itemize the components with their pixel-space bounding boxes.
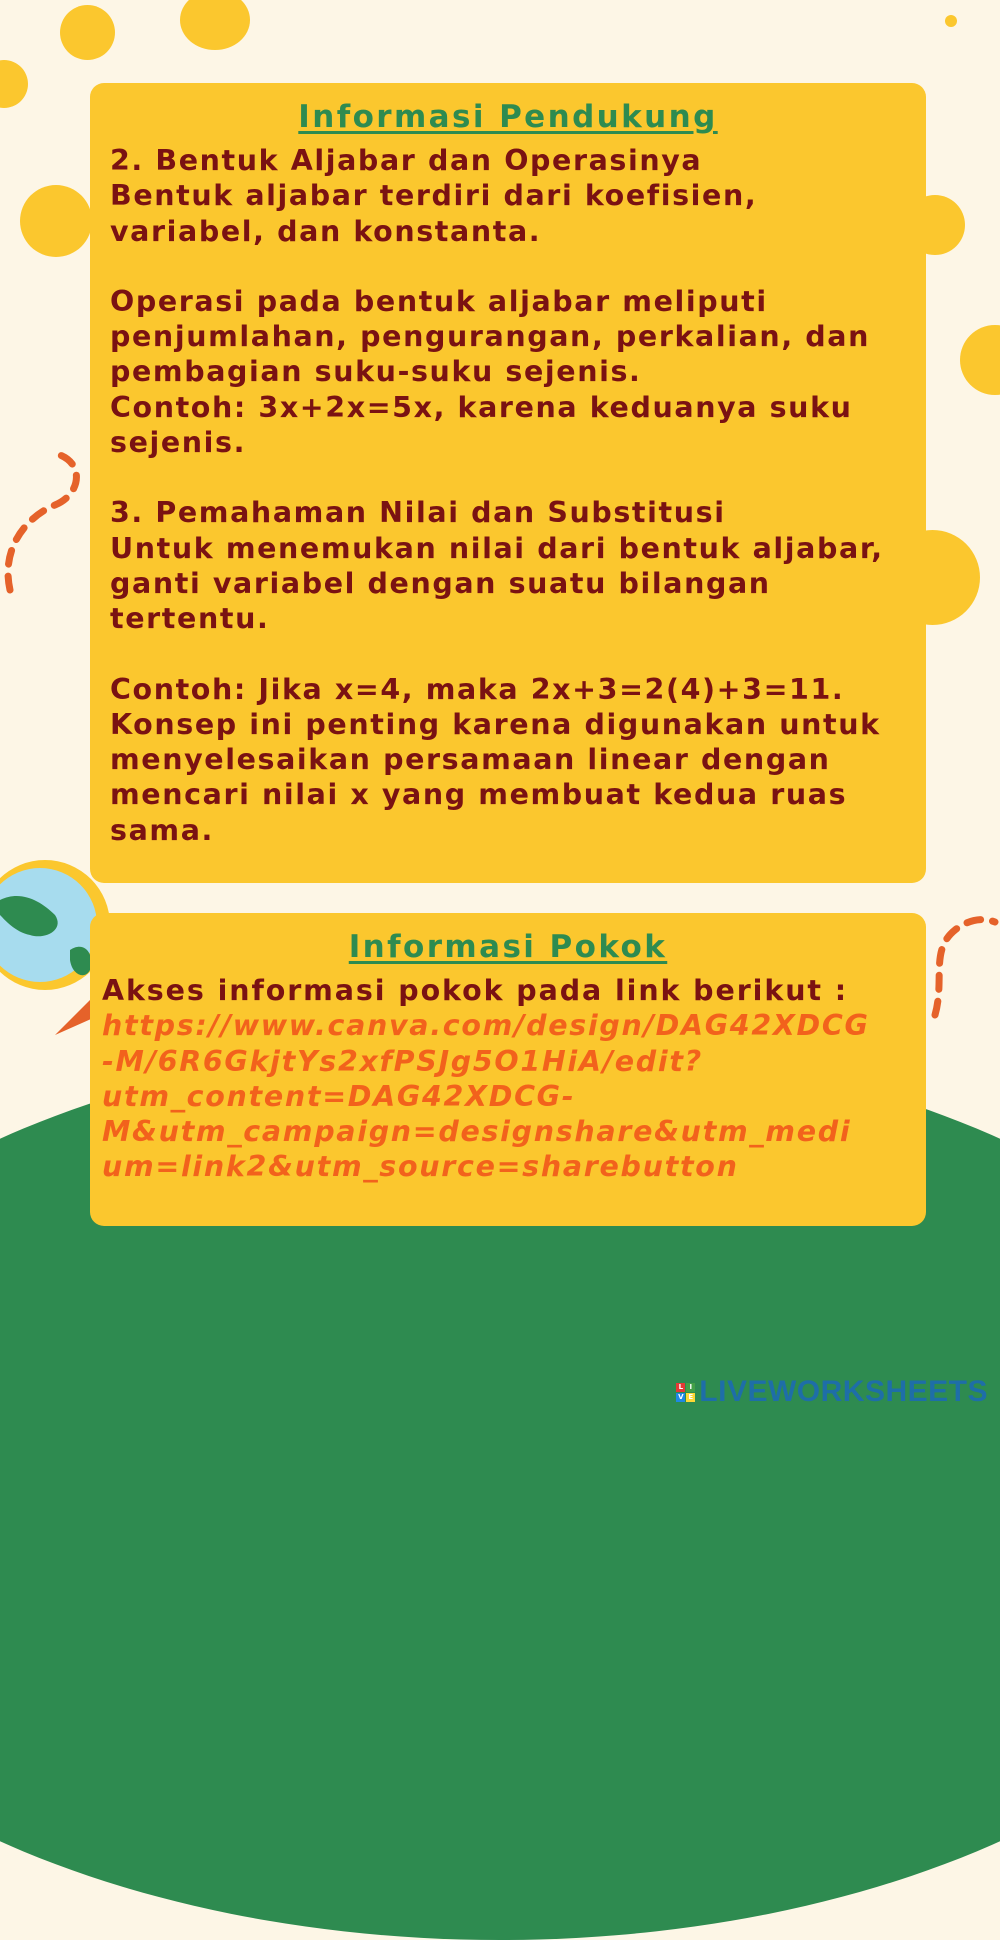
supporting-info-title: Informasi Pendukung: [298, 99, 718, 135]
text-line: mencari nilai x yang membuat kedua ruas: [110, 778, 848, 812]
decorative-dot: [960, 325, 1000, 395]
text-line: Contoh: 3x+2x=5x, karena keduanya suku: [110, 390, 853, 424]
supporting-info-body: [110, 143, 906, 848]
text-line: Bentuk aljabar terdiri dari koefisien,: [110, 179, 758, 213]
liveworksheets-text: LIVEWORKSHEETS: [699, 1375, 988, 1408]
logo-letter: E: [686, 1393, 695, 1402]
decorative-dot: [20, 185, 92, 257]
link-line: https://www.canva.com/design/DAG42XDCG: [102, 1009, 870, 1043]
text-line: penjumlahan, pengurangan, perkalian, dan: [110, 320, 870, 354]
dashed-swirl-left: [0, 445, 95, 595]
link-line: um=link2&utm_source=sharebutton: [102, 1150, 739, 1184]
text-line: pembagian suku-suku sejenis.: [110, 355, 642, 389]
supporting-info-card: [90, 83, 926, 883]
link-line: -M/6R6GkjtYs2xfPSJg5O1HiA/edit?: [102, 1044, 703, 1078]
text-line: menyelesaikan persamaan linear dengan: [110, 743, 831, 777]
text-line: ganti variabel dengan suatu bilangan: [110, 566, 771, 600]
text-line: Operasi pada bentuk aljabar meliputi: [110, 284, 768, 318]
link-line: utm_content=DAG42XDCG-: [102, 1079, 576, 1113]
liveworksheets-logo-icon: [676, 1383, 695, 1402]
decorative-dot: [945, 15, 957, 27]
text-line: 2. Bentuk Aljabar dan Operasinya: [110, 144, 703, 177]
dashed-swirl-right: [925, 910, 1000, 1020]
text-line: Konsep ini penting karena digunakan untuk: [110, 707, 881, 741]
text-line: Untuk menemukan nilai dari bentuk aljabar,: [110, 531, 884, 565]
text-line: 3. Pemahaman Nilai dan Substitusi: [110, 496, 726, 530]
decorative-dot: [60, 5, 115, 60]
liveworksheets-watermark: [676, 1377, 988, 1407]
text-line: sama.: [110, 813, 214, 847]
link-line: M&utm_campaign=designshare&utm_medi: [102, 1115, 852, 1149]
main-info-title: Informasi Pokok: [348, 929, 668, 965]
logo-letter: L: [676, 1383, 685, 1392]
logo-letter: I: [686, 1383, 695, 1392]
main-info-card: [90, 913, 926, 1226]
decorative-dot: [180, 0, 250, 50]
text-line: Contoh: Jika x=4, maka 2x+3=2(4)+3=11.: [110, 672, 845, 706]
text-line: variabel, dan konstanta.: [110, 214, 542, 248]
logo-letter: V: [678, 1392, 684, 1401]
text-line: tertentu.: [110, 602, 270, 636]
decorative-dot: [0, 60, 28, 108]
text-line: sejenis.: [110, 426, 247, 460]
canva-link[interactable]: [102, 1008, 914, 1184]
main-info-intro: Akses informasi pokok pada link berikut :: [102, 974, 849, 1007]
